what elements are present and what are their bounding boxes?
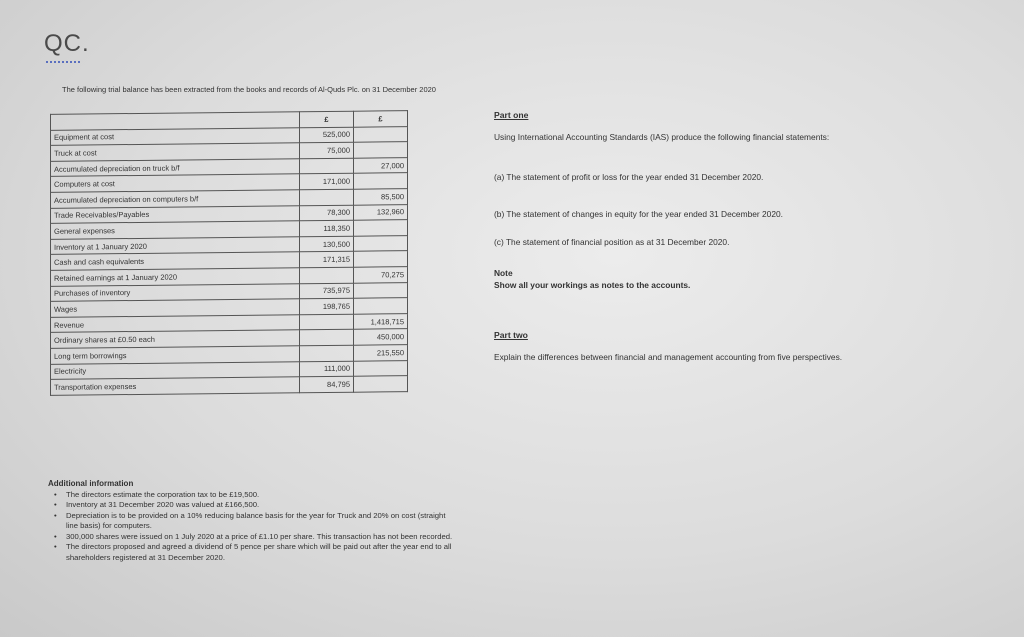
part-one-item-b: (b) The statement of changes in equity for the year ended 31 December 2020. [494,209,783,219]
debit-value [300,345,354,361]
debit-value: 171,000 [300,174,354,190]
debit-value: 75,000 [300,142,354,158]
heading-underline [46,58,80,63]
debit-value: 111,000 [300,361,354,377]
list-item: • Inventory at 31 December 2020 was valued at £166,500. [66,500,458,511]
note-text: Show all your workings as notes to the accounts. [494,280,691,290]
debit-value [300,314,354,330]
account-name: Transportation expenses [51,377,300,395]
account-name: Trade Receivables/Payables [51,205,300,223]
list-item: • The directors proposed and agreed a dividend of 5 pence per share which will be paid out after the year end to all shareholders registered at 31 December 2020. [66,542,458,563]
credit-value [354,235,408,251]
header-debit: £ [300,111,354,127]
intro-text: The following trial balance has been extracted from the books and records of Al-Quds Plc. on 31 December 2020 [62,85,436,94]
account-name: Retained earnings at 1 January 2020 [51,268,300,286]
part-two-text: Explain the differences between financial and management accounting from five perspectives. [494,352,843,362]
account-name: Cash and cash equivalents [51,252,300,270]
additional-information [48,479,458,563]
account-name: Long term borrowings [51,346,300,364]
account-name: Equipment at cost [51,127,300,145]
debit-value [300,189,354,205]
account-name: Ordinary shares at £0.50 each [51,330,300,348]
debit-value: 84,795 [300,376,354,392]
debit-value [300,267,354,283]
part-one-item-c: (c) The statement of financial position as at 31 December 2020. [494,237,730,247]
debit-value: 525,000 [300,127,354,143]
part-one-title: Part one [494,110,529,120]
debit-value: 171,315 [300,252,354,268]
credit-value: 450,000 [354,329,408,345]
account-name: Electricity [51,361,300,379]
debit-value: 130,500 [300,236,354,252]
debit-value: 118,350 [300,220,354,236]
part-one-item-a: (a) The statement of profit or loss for the year ended 31 December 2020. [494,172,764,182]
trial-balance-table [50,110,408,395]
credit-value [354,251,408,267]
list-item: • 300,000 shares were issued on 1 July 2020 at a price of £1.10 per share. This transaction has not been recorded. [66,532,458,543]
credit-value: 70,275 [354,267,408,283]
credit-value [354,142,408,158]
debit-value [300,158,354,174]
credit-value: 27,000 [354,157,408,173]
account-name: Accumulated depreciation on computers b/f [51,190,300,208]
additional-title: Additional information [48,479,134,488]
credit-value: 132,960 [354,204,408,220]
header-credit: £ [354,111,408,127]
account-name: General expenses [51,221,300,239]
account-name: Inventory at 1 January 2020 [51,237,300,255]
account-name: Accumulated depreciation on truck b/f [51,159,300,177]
credit-value [354,173,408,189]
list-item: • Depreciation is to be provided on a 10% reducing balance basis for the year for Truck and 20% on cost (straight line basis) for computers. [66,511,458,532]
part-two-title: Part two [494,330,528,340]
credit-value: 215,550 [354,345,408,361]
note-title: Note [494,268,513,278]
account-name: Revenue [51,314,300,332]
credit-value: 85,500 [354,189,408,205]
account-name: Truck at cost [51,143,300,161]
credit-value [354,220,408,236]
credit-value: 1,418,715 [354,313,408,329]
credit-value [354,282,408,298]
account-name: Purchases of inventory [51,283,300,301]
debit-value: 78,300 [300,205,354,221]
account-name: Computers at cost [51,174,300,192]
debit-value: 735,975 [300,283,354,299]
account-name: Wages [51,299,300,317]
question-heading: QC. [44,30,90,57]
credit-value [354,376,408,392]
credit-value [354,360,408,376]
list-item: • The directors estimate the corporation tax to be £19,500. [66,490,458,501]
debit-value: 198,765 [300,298,354,314]
credit-value [354,298,408,314]
debit-value [300,330,354,346]
part-one-text: Using International Accounting Standards (IAS) produce the following financial statements: [494,132,830,142]
table-row [51,376,408,395]
additional-list [48,490,458,564]
credit-value [354,126,408,142]
